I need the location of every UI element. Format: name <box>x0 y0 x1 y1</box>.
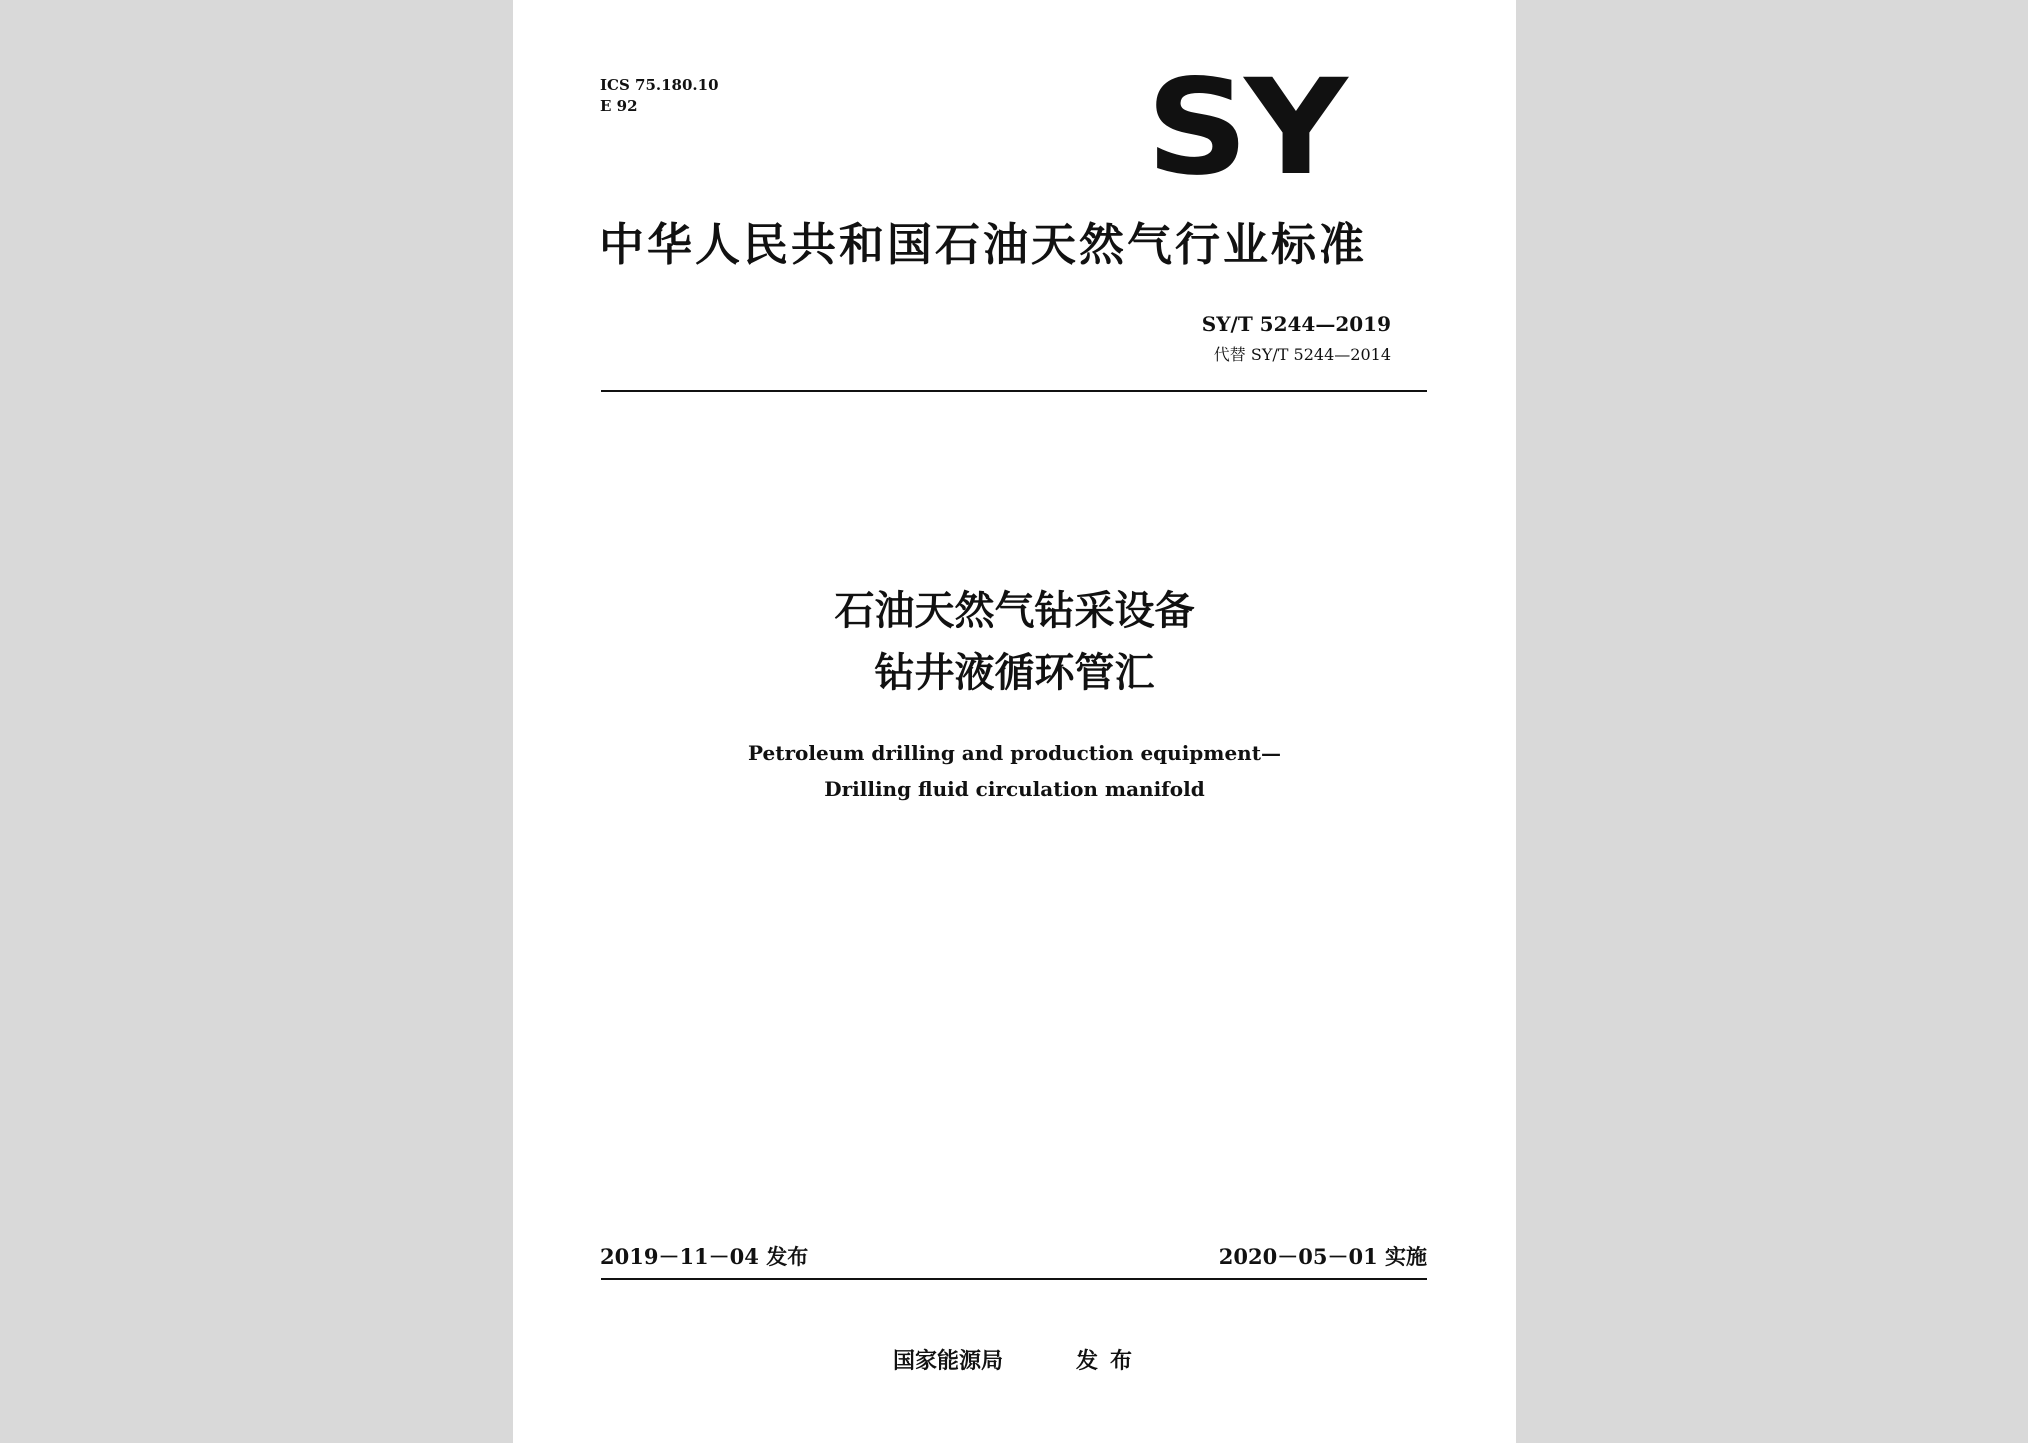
replaces-standard: 代替 SY/T 5244—2014 <box>1213 345 1391 364</box>
title-en-line2: Drilling fluid circulation manifold <box>824 777 1205 801</box>
ics-code: ICS 75.180.10 <box>600 76 719 94</box>
publish-label: 发布 <box>1076 1349 1145 1374</box>
sy-logo: SY <box>1146 51 1344 205</box>
title-cn-line1: 石油天然气钻采设备 <box>834 588 1195 634</box>
document-page <box>513 0 1516 1443</box>
top-divider <box>601 390 1427 392</box>
implementation-date: 2020－05－01 实施 <box>1218 1244 1427 1269</box>
industry-standard-heading: 中华人民共和国石油天然气行业标准 <box>599 218 1368 271</box>
publisher-name: 国家能源局 <box>893 1349 1004 1374</box>
title-en-line1: Petroleum drilling and production equipment— <box>748 741 1281 765</box>
title-cn-line2: 钻井液循环管汇 <box>874 650 1155 696</box>
classification-code: E 92 <box>600 97 638 115</box>
bottom-divider <box>601 1278 1427 1280</box>
issue-date: 2019－11－04 发布 <box>600 1244 809 1269</box>
standard-number: SY/T 5244—2019 <box>1201 312 1391 336</box>
